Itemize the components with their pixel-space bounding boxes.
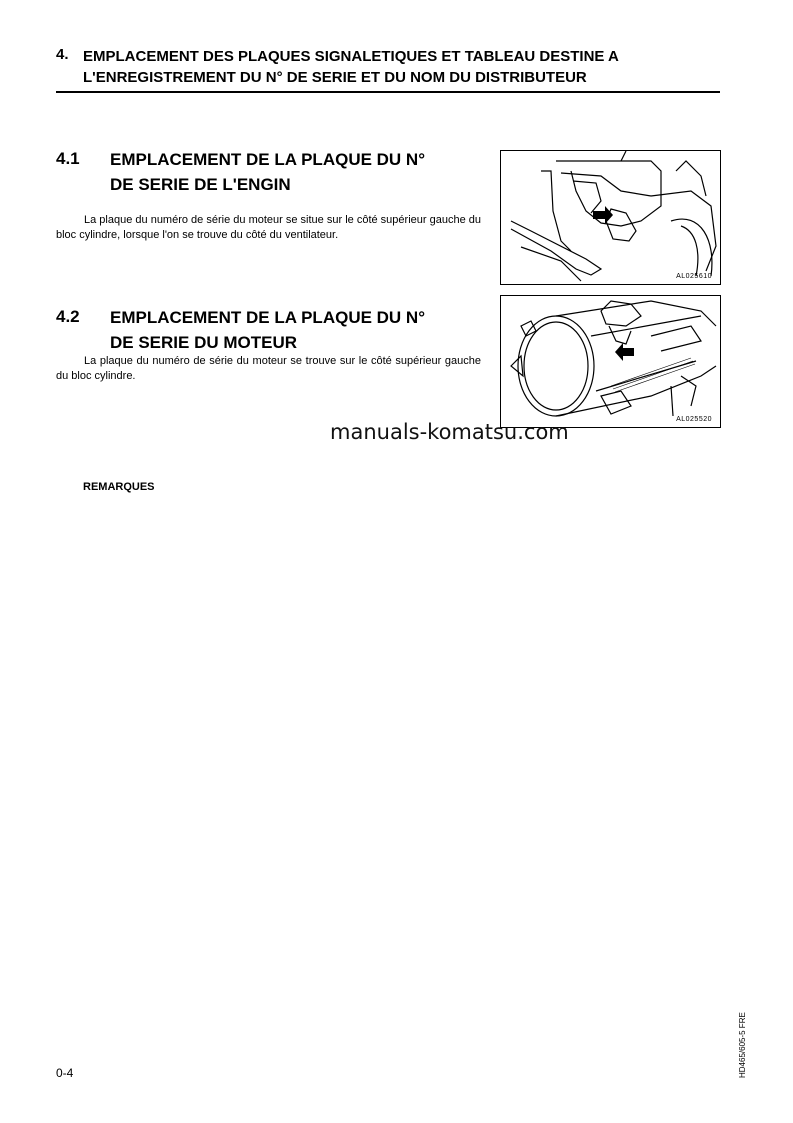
section-4-1-title-line1: EMPLACEMENT DE LA PLAQUE DU N°: [110, 150, 426, 169]
chapter-title-line1: EMPLACEMENT DES PLAQUES SIGNALETIQUES ET TABLEAU DESTINE A: [83, 48, 619, 65]
chapter-title-line2: L'ENREGISTREMENT DU N° DE SERIE ET DU NOM DU DISTRIBUTEUR: [83, 69, 587, 86]
section-4-1-title-line2: DE SERIE DE L'ENGIN: [110, 175, 291, 194]
header-divider: [56, 91, 720, 93]
section-4-2-number: 4.2: [56, 307, 80, 326]
arrow-icon: [593, 206, 613, 224]
figure-machine-serial-plate: [500, 150, 721, 285]
section-4-1-number: 4.1: [56, 149, 80, 168]
figure-code-4-1: AL025610: [676, 273, 712, 280]
machine-frame-illustration: [501, 151, 720, 284]
engine-illustration: [501, 296, 720, 427]
chapter-number: 4.: [56, 46, 69, 63]
section-4-2-title-line2: DE SERIE DU MOTEUR: [110, 333, 298, 352]
figure-code-4-2: AL025520: [676, 416, 712, 423]
page-number: 0-4: [56, 1066, 74, 1080]
arrow-icon: [615, 343, 634, 361]
figure-engine-serial-plate: [500, 295, 721, 428]
watermark: manuals-komatsu.com: [330, 420, 569, 444]
chapter-title: [83, 46, 733, 88]
section-4-2-title: [110, 305, 490, 355]
section-4-2-body: La plaque du numéro de série du moteur se trouve sur le côté supérieur gauche du bloc cylindre.: [56, 355, 481, 382]
section-4-1-title: [110, 147, 490, 197]
section-4-2-title-line1: EMPLACEMENT DE LA PLAQUE DU N°: [110, 308, 426, 327]
document-code: HD465/605-5 FRE: [738, 1012, 747, 1078]
remarks-label: REMARQUES: [83, 481, 155, 493]
section-4-1-body: La plaque du numéro de série du moteur se situe sur le côté supérieur gauche du bloc cylindre, lorsque l'on se trouve du côté du ventilateur.: [56, 214, 481, 241]
